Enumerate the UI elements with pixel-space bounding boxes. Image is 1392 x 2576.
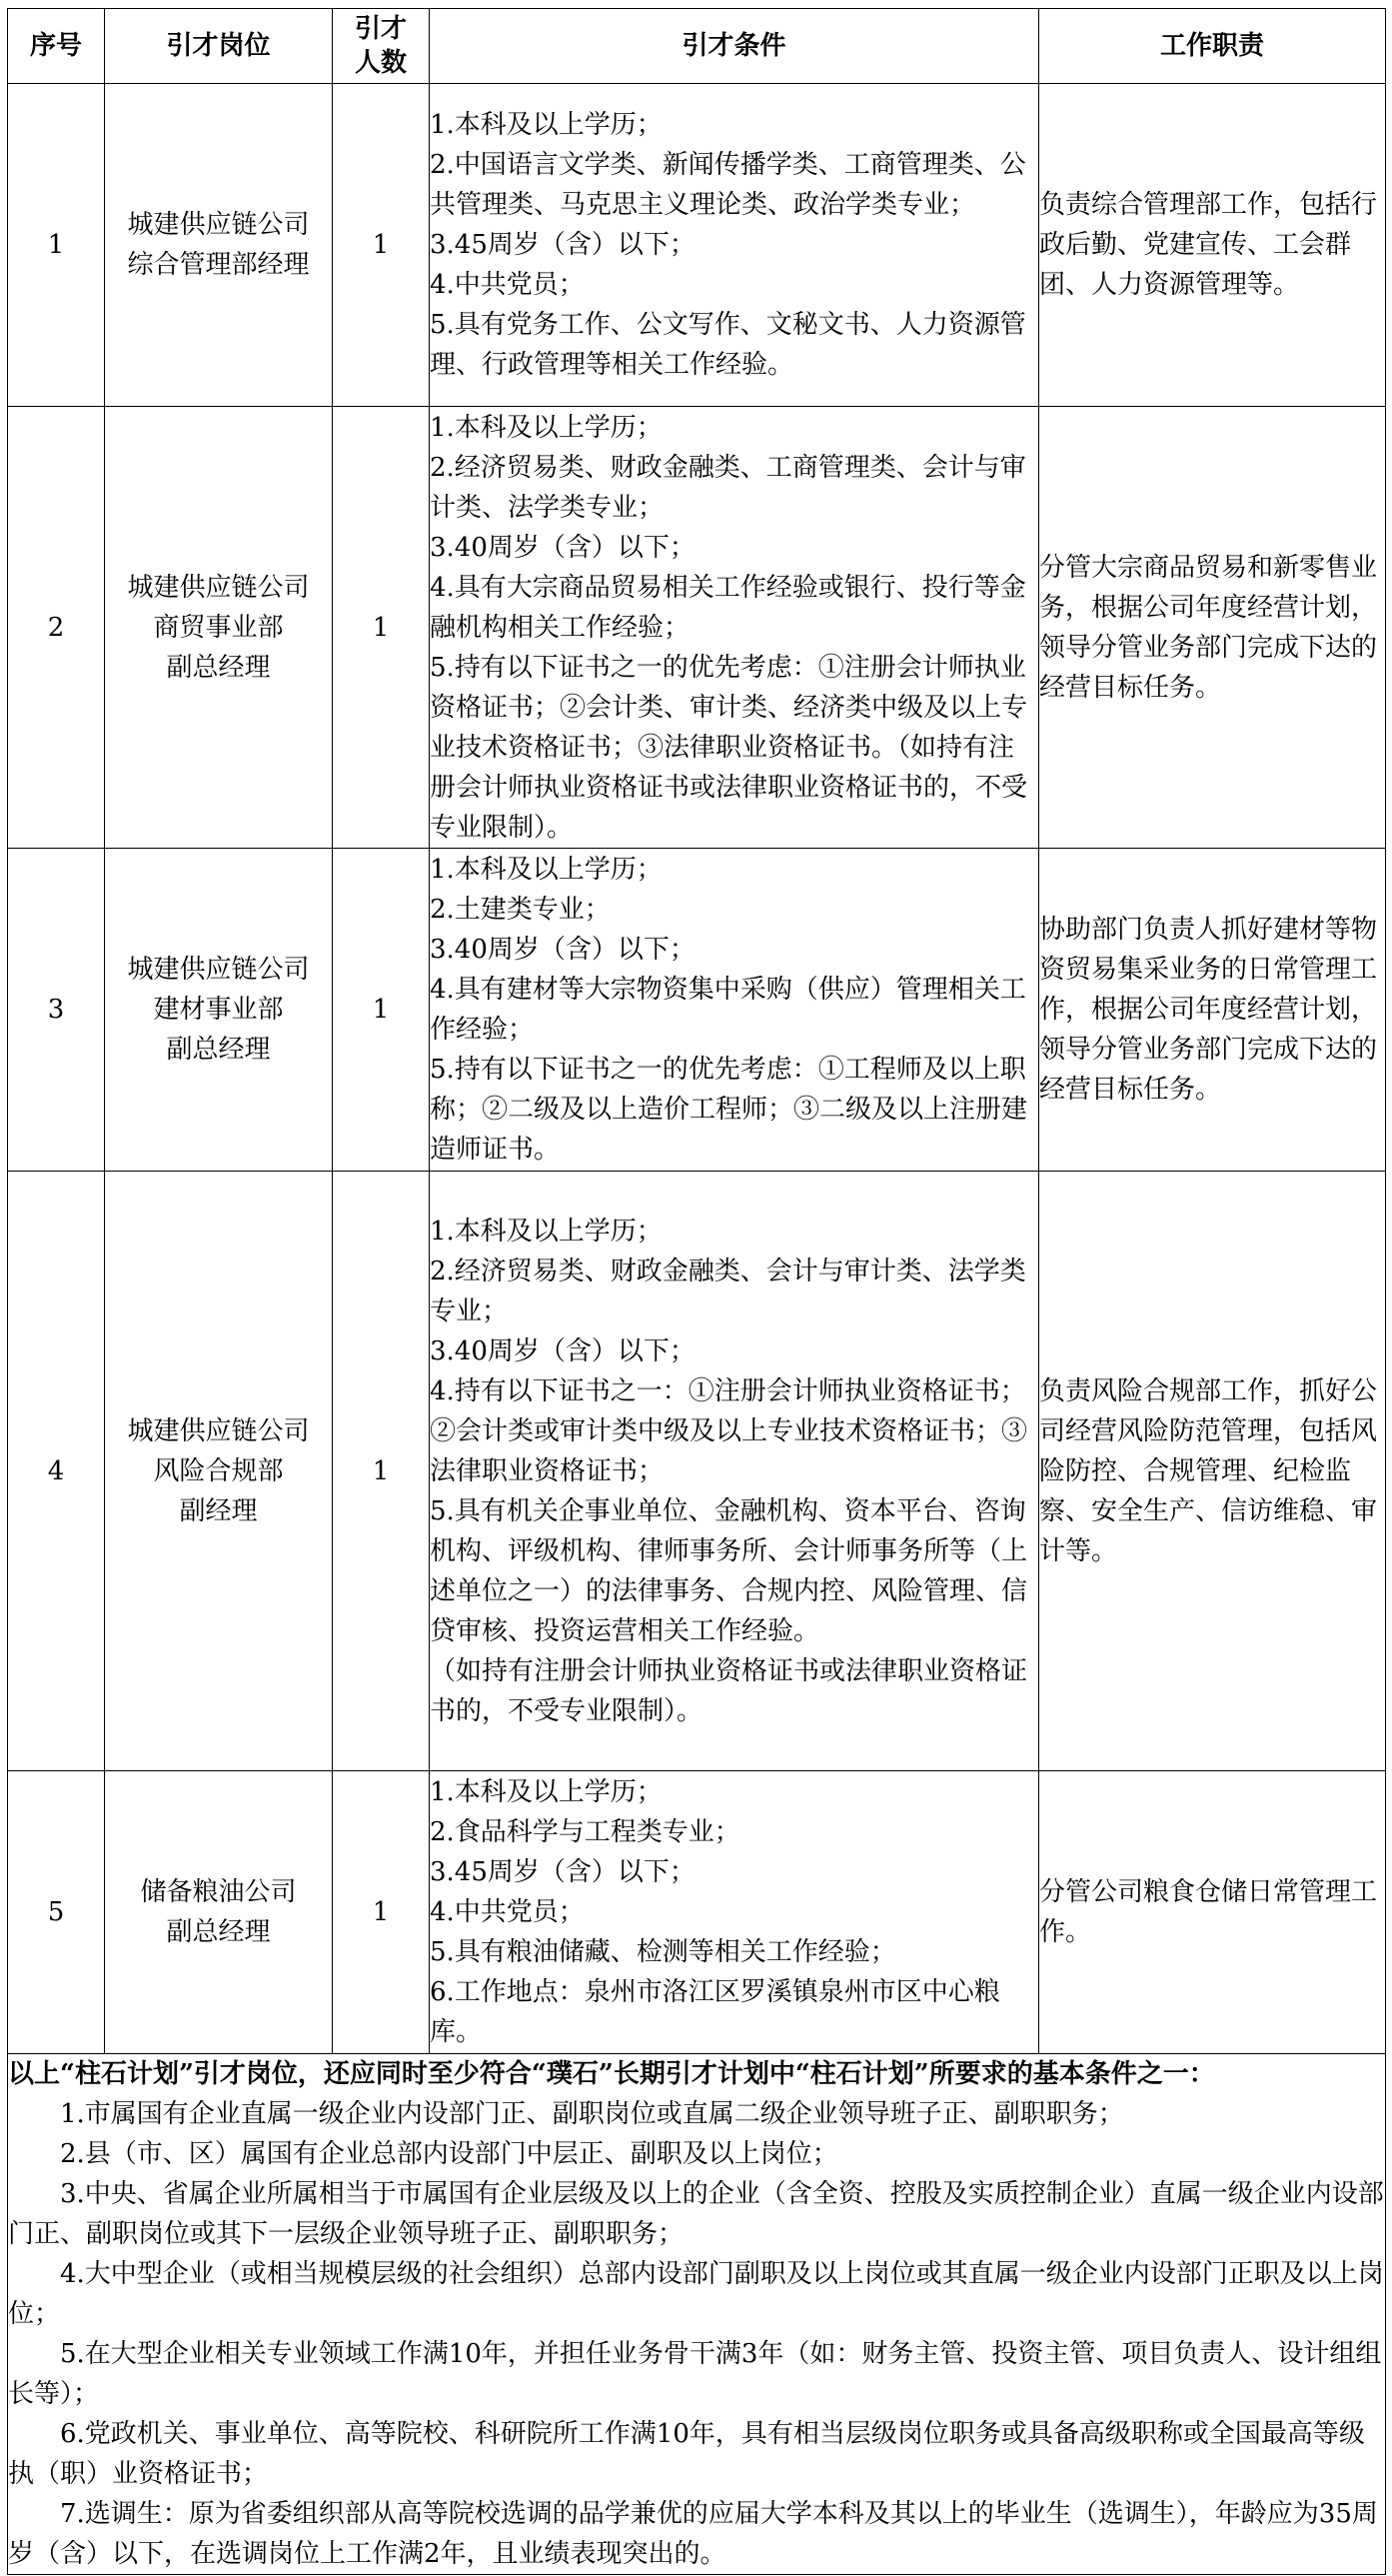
table-row: [8, 84, 1386, 407]
row-post: [105, 1771, 333, 2054]
condition-item: 1.本科及以上学历；: [430, 1777, 663, 1807]
post-line: 副总经理: [166, 652, 271, 683]
row-conditions: [430, 1172, 1039, 1771]
row-count: 1: [333, 84, 430, 407]
post-line: 城建供应链公司: [127, 1415, 310, 1446]
note-item: 2.县（市、区）属国有企业总部内设部门中层正、副职及以上岗位；: [60, 2139, 838, 2169]
row-count: 1: [333, 1172, 430, 1771]
note-heading: 以上“柱石计划”引才岗位，还应同时至少符合“璞石”长期引才计划中“柱石计划”所要求的基本条件之一：: [8, 2059, 1215, 2089]
note-item: 1.市属国有企业直属一级企业内设部门正、副职岗位或直属二级企业领导班子正、副职职务；: [60, 2099, 1124, 2129]
condition-item: 3.40周岁（含）以下；: [430, 1335, 696, 1366]
row-duties: 协助部门负责人抓好建材等物资贸易集采业务的日常管理工作，根据公司年度经营计划，领导分管业务部门完成下达的经营目标任务。: [1039, 849, 1386, 1172]
header-row: [8, 9, 1386, 84]
condition-item: 5.具有粮油储藏、检测等相关工作经验；: [430, 1937, 896, 1967]
post-line: 副总经理: [166, 1917, 271, 1947]
header-count-line1: 引才: [354, 14, 407, 44]
row-seq: 1: [8, 84, 105, 407]
condition-item: 2.土建类专业；: [430, 895, 611, 925]
row-seq: 2: [8, 407, 105, 849]
post-line: 副经理: [179, 1495, 258, 1526]
header-seq: 序号: [8, 9, 105, 84]
post-line: 商贸事业部: [153, 612, 284, 643]
row-post: [105, 84, 333, 407]
row-post: [105, 849, 333, 1172]
post-line: 储备粮油公司: [140, 1877, 297, 1907]
condition-item: 5.持有以下证书之一的优先考虑：①注册会计师执业资格证书；②会计类、审计类、经济类中级及以上专业技术资格证书；③法律职业资格证书。（如持有注册会计师执业资格证书或法律职业资格证书的，不受专业限制）。: [430, 652, 1028, 843]
note-item: 5.在大型企业相关专业领域工作满10年，并担任业务骨干满3年（如：财务主管、投资主管、项目负责人、设计组组长等）；: [8, 2339, 1382, 2409]
row-count: 1: [333, 849, 430, 1172]
condition-item: 3.40周岁（含）以下；: [430, 532, 696, 563]
condition-item: 2.经济贸易类、财政金融类、工商管理类、会计与审计类、法学类专业；: [430, 452, 1026, 523]
post-line: 风险合规部: [153, 1455, 284, 1486]
table-row: [8, 849, 1386, 1172]
post-line: 综合管理部经理: [127, 250, 310, 280]
condition-item: 3.40周岁（含）以下；: [430, 935, 696, 965]
note-item: 4.大中型企业（或相当规模层级的社会组织）总部内设部门副职及以上岗位或其直属一级企业内设部门正职及以上岗位；: [8, 2259, 1384, 2329]
row-duties: 分管大宗商品贸易和新零售业务，根据公司年度经营计划，领导分管业务部门完成下达的经营目标任务。: [1039, 407, 1386, 849]
row-conditions: [430, 84, 1039, 407]
condition-item: 1.本科及以上学历；: [430, 110, 663, 140]
row-post: [105, 1172, 333, 1771]
condition-item: 4.具有建材等大宗物资集中采购（供应）管理相关工作经验；: [430, 975, 1026, 1045]
note-row: [8, 2054, 1386, 2575]
condition-item: 3.45周岁（含）以下；: [430, 1857, 696, 1887]
row-seq: 3: [8, 849, 105, 1172]
row-conditions: [430, 1771, 1039, 2054]
row-count: 1: [333, 1771, 430, 2054]
note-item: 3.中央、省属企业所属相当于市属国有企业层级及以上的企业（含全资、控股及实质控制企业）直属一级企业内设部门正、副职岗位或其下一层级企业领导班子正、副职职务；: [8, 2179, 1384, 2249]
row-duties: 分管公司粮食仓储日常管理工作。: [1039, 1771, 1386, 2054]
row-post: [105, 407, 333, 849]
post-line: 城建供应链公司: [127, 210, 310, 240]
note-item: 7.选调生：原为省委组织部从高等院校选调的品学兼优的应届大学本科及其以上的毕业生（选调生），年龄应为35周岁（含）以下，在选调岗位上工作满2年，且业绩表现突出的。: [8, 2499, 1378, 2569]
row-duties: 负责综合管理部工作，包括行政后勤、党建宣传、工会群团、人力资源管理等。: [1039, 84, 1386, 407]
header-post: 引才岗位: [105, 9, 333, 84]
header-duties: 工作职责: [1039, 9, 1386, 84]
row-count: 1: [333, 407, 430, 849]
row-seq: 5: [8, 1771, 105, 2054]
table-row: [8, 1771, 1386, 2054]
condition-item: 2.食品科学与工程类专业；: [430, 1817, 740, 1847]
condition-item: 3.45周岁（含）以下；: [430, 230, 696, 260]
condition-item: 4.中共党员；: [430, 1897, 585, 1927]
header-count: [333, 9, 430, 84]
condition-item: 1.本科及以上学历；: [430, 855, 663, 885]
post-line: 副总经理: [166, 1035, 271, 1065]
condition-item: 4.中共党员；: [430, 270, 585, 300]
header-conditions: 引才条件: [430, 9, 1039, 84]
condition-item: 4.持有以下证书之一：①注册会计师执业资格证书；②会计类或审计类中级及以上专业技术资格证书；③法律职业资格证书；: [430, 1375, 1028, 1486]
header-count-line2: 人数: [354, 48, 407, 78]
note-item: 6.党政机关、事业单位、高等院校、科研院所工作满10年，具有相当层级岗位职务或具备高级职称或全国最高等级执（职）业资格证书；: [8, 2419, 1365, 2489]
row-conditions: [430, 849, 1039, 1172]
basic-conditions-note: [8, 2054, 1386, 2575]
table-row: [8, 1172, 1386, 1771]
condition-item: （如持有注册会计师执业资格证书或法律职业资格证书的，不受专业限制）。: [430, 1655, 1028, 1726]
condition-item: 5.持有以下证书之一的优先考虑：①工程师及以上职称；②二级及以上造价工程师；③二级及以上注册建造师证书。: [430, 1055, 1028, 1165]
condition-item: 6.工作地点：泉州市洛江区罗溪镇泉州市区中心粮库。: [430, 1977, 1000, 2047]
condition-item: 5.具有机关企事业单位、金融机构、资本平台、咨询机构、评级机构、律师事务所、会计师事务所等（上述单位之一）的法律事务、合规内控、风险管理、信贷审核、投资运营相关工作经验。: [430, 1495, 1028, 1646]
condition-item: 1.本科及以上学历；: [430, 412, 663, 443]
condition-item: 2.中国语言文学类、新闻传播学类、工商管理类、公共管理类、马克思主义理论类、政治学类专业；: [430, 150, 1026, 220]
row-seq: 4: [8, 1172, 105, 1771]
condition-item: 1.本科及以上学历；: [430, 1216, 663, 1247]
recruitment-table: [7, 8, 1386, 2575]
condition-item: 4.具有大宗商品贸易相关工作经验或银行、投行等金融机构相关工作经验；: [430, 572, 1026, 643]
post-line: 城建供应链公司: [127, 955, 310, 985]
condition-item: 2.经济贸易类、财政金融类、会计与审计类、法学类专业；: [430, 1256, 1026, 1326]
table-row: [8, 407, 1386, 849]
condition-item: 5.具有党务工作、公文写作、文秘文书、人力资源管理、行政管理等相关工作经验。: [430, 310, 1026, 380]
row-duties: 负责风险合规部工作，抓好公司经营风险防范管理，包括风险防控、合规管理、纪检监察、安全生产、信访维稳、审计等。: [1039, 1172, 1386, 1771]
post-line: 城建供应链公司: [127, 572, 310, 603]
post-line: 建材事业部: [153, 995, 284, 1025]
row-conditions: [430, 407, 1039, 849]
